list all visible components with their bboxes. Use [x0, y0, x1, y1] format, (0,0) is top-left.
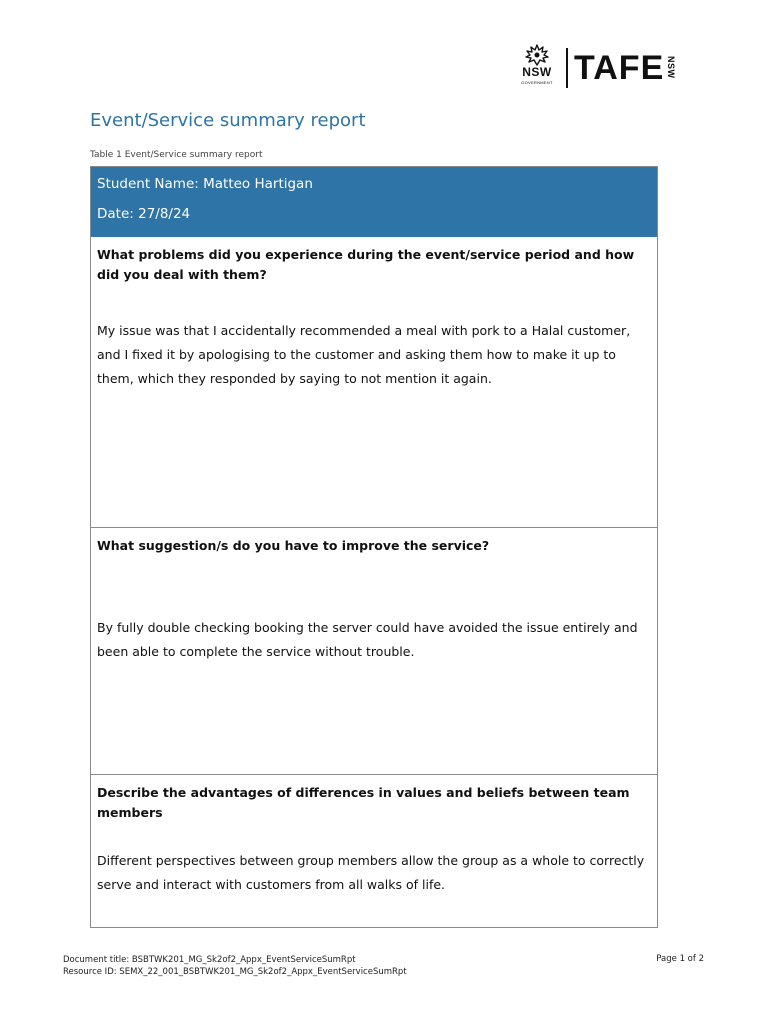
- footer-page-number: Page 1 of 2: [656, 954, 704, 964]
- report-table: [90, 166, 658, 928]
- government-wordmark: GOVERNMENT: [521, 80, 553, 85]
- footer-resource-id: Resource ID: SEMX_22_001_BSBTWK201_MG_Sk2of2_Appx_EventServiceSumRpt: [63, 967, 407, 977]
- footer-document-title: Document title: BSBTWK201_MG_Sk2of2_Appx_EventServiceSumRpt: [63, 955, 356, 965]
- tafe-wordmark: TAFE: [574, 49, 665, 87]
- question-differences: Describe the advantages of differences in values and beliefs between team members: [97, 785, 630, 820]
- report-date: Date: 27/8/24: [97, 206, 191, 222]
- question-suggestions: What suggestion/s do you have to improve the service?: [97, 538, 490, 553]
- table-caption: Table 1 Event/Service summary report: [90, 150, 263, 160]
- section-problems: [91, 237, 657, 527]
- student-name: Student Name: Matteo Hartigan: [97, 176, 313, 192]
- section-suggestions: [91, 527, 657, 774]
- section-differences: [91, 774, 657, 927]
- logo-divider: [566, 48, 568, 88]
- question-problems: What problems did you experience during the event/service period and how did you deal with them?: [97, 247, 635, 282]
- tafe-nsw-vertical-text: NSW: [666, 56, 676, 79]
- table-header: [91, 167, 657, 237]
- tafe-nsw-logo: [518, 44, 688, 90]
- answer-differences: Different perspectives between group members allow the group as a whole to correctly serve and interact with customers from all walks of life.: [97, 853, 645, 892]
- waratah-icon: [524, 44, 550, 66]
- answer-problems: My issue was that I accidentally recommended a meal with pork to a Halal customer, and I fixed it by apologising to the customer and asking them how to make it up to them, which they responded by saying to not mention it again.: [97, 323, 631, 386]
- footer-document-info: [63, 954, 407, 978]
- nsw-wordmark: NSW: [522, 65, 552, 79]
- nsw-government-logo: [518, 44, 556, 90]
- page-title: Event/Service summary report: [90, 110, 366, 131]
- answer-suggestions: By fully double checking booking the server could have avoided the issue entirely and been able to complete the service without trouble.: [97, 620, 638, 659]
